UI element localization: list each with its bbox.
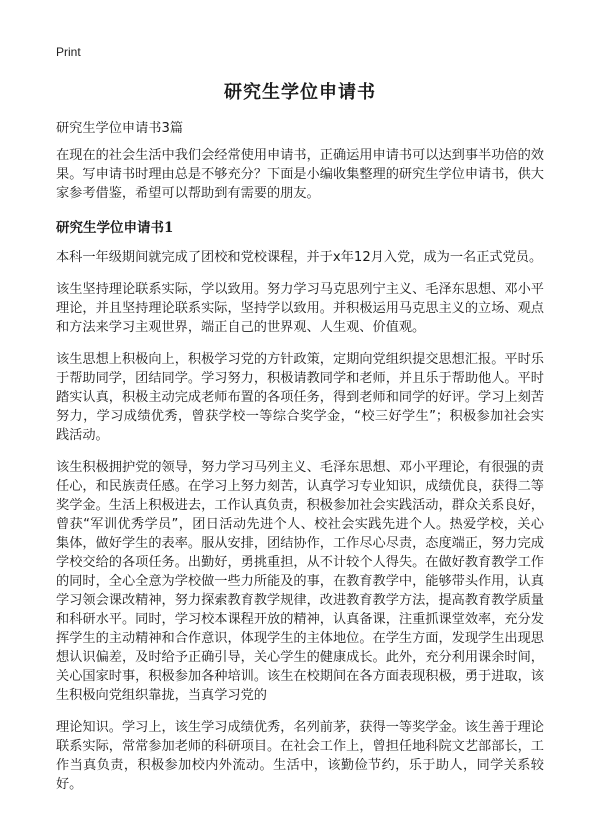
body-paragraph: 该生积极拥护党的领导，努力学习马列主义、毛泽东思想、邓小平理论，有很强的责任心，和民族责任感。在学习上努力刻苦，认真学习专业知识，成绩优良，获得二等奖学金。生活上积极进去，工作认真负责，积极参加社会实践活动，群众关系良好，曾获“军训优秀学员”，团日活动先进个人、校社会实践先进个人。热爱学校，关心集体，做好学生的表率。服从安排，团结协作，工作尽心尽责，态度端正，努力完成学校交给的各项任务。出勤好，勇挑重担，从不计较个人得失。在做好教育教学工作的同时，全心全意为学校做一些力所能及的事，在教育教学中，能够带头作用，认真学习领会课改精神，努力探索教育教学规律，改进教育教学方法，提高教育教学质量和科研水平。同时，学习校本课程开放的精神，认真备课，注重抓课堂效率，充分发挥学生的主动精神和合作意识，体现学生的主体地位。在学生方面，发现学生出现思想认识偏差，及时给予正确引导，关心学生的健康成长。此外，充分利用课余时间，关心国家时事，积极参加各种培训。该生在校期间在各方面表现积极，勇于进取，该生积极向党组织靠拢，当真学习党的 — [56, 460, 544, 703]
print-link[interactable]: Print — [56, 45, 81, 59]
document-body — [56, 117, 544, 807]
document-subtitle: 研究生学位申请书3篇 — [56, 121, 184, 136]
page-title: 研究生学位申请书 — [224, 82, 376, 103]
body-paragraph: 该生坚持理论联系实际，学以致用。努力学习马克思列宁主义、毛泽东思想、邓小平理论，并且坚持理论联系实际，坚持学以致用。并积极运用马克思主义的立场、观点和方法来学习主观世界，端正自己的世界观、人生观、价值观。 — [56, 282, 544, 335]
body-paragraph: 理论知识。学习上，该生学习成绩优秀，名列前茅，获得一等奖学金。该生善于理论联系实际，常常参加老师的科研项目。在社会工作上，曾担任地科院文艺部部长，工作当真负责，积极参加校内外流动。生活中，该勤俭节约，乐于助人，同学关系较好。 — [56, 720, 544, 792]
body-paragraph: 本科一年级期间就完成了团校和党校课程，并于x年12月入党，成为一名正式党员。 — [56, 250, 543, 265]
body-paragraph: 该生思想上积极向上，积极学习党的方针政策，定期向党组织提交思想汇报。平时乐于帮助同学，团结同学。学习努力，积极请教同学和老师，并且乐于帮助他人。平时踏实认真，积极主动完成老师布置的各项任务，得到老师和同学的好评。学习上刻苦努力，学习成绩优秀，曾获学校一等综合奖学金，“校三好学生”；积极参加社会实践活动。 — [56, 352, 544, 443]
intro-paragraph: 在现在的社会生活中我们会经常使用申请书，正确运用申请书可以达到事半功倍的效果。写申请书时理由总是不够充分？下面是小编收集整理的研究生学位申请书，供大家参考借鉴，希望可以帮助到有需要的朋友。 — [56, 148, 544, 201]
section-heading: 研究生学位申请书1 — [56, 220, 174, 236]
